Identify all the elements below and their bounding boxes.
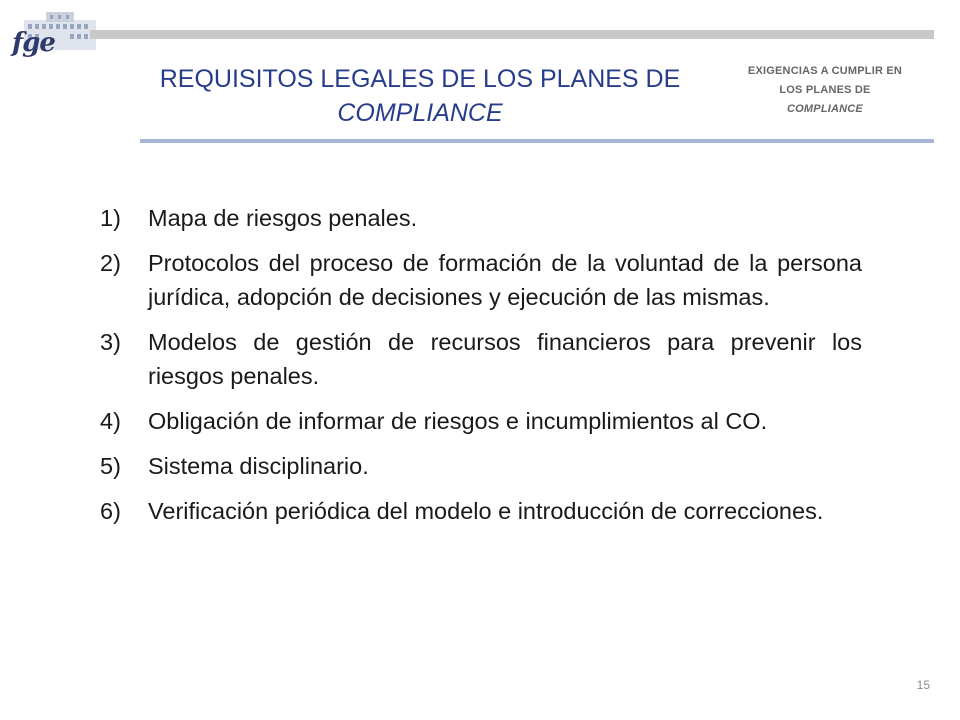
logo-text: fge — [12, 28, 55, 58]
item-text: Obligación de informar de riesgos e incumplimientos al CO. — [148, 408, 768, 434]
fge-logo — [8, 8, 92, 64]
page-number: 15 — [916, 678, 930, 692]
list-item — [100, 201, 862, 235]
header-bar — [90, 30, 934, 39]
list-item — [100, 325, 862, 393]
title-divider — [140, 139, 934, 143]
list-item — [100, 494, 862, 528]
item-text: Verificación periódica del modelo e introducción de correcciones. — [148, 498, 824, 524]
item-number: 5) — [100, 453, 121, 479]
item-text: Sistema disciplinario. — [148, 453, 369, 479]
item-text: Mapa de riesgos penales. — [148, 205, 418, 231]
section-label — [725, 62, 925, 119]
item-number: 6) — [100, 498, 121, 524]
list-item — [100, 449, 862, 483]
list-item — [100, 404, 862, 438]
requirements-list — [100, 201, 862, 539]
section-label-line-3: COMPLIANCE — [787, 103, 863, 115]
title-line-1: REQUISITOS LEGALES DE LOS PLANES DE — [159, 65, 681, 93]
list-item — [100, 246, 862, 314]
item-number: 2) — [100, 250, 121, 276]
section-label-line-2: LOS PLANES DE — [779, 84, 871, 96]
title-line-2: COMPLIANCE — [337, 99, 503, 127]
item-text: Protocolos del proceso de formación de la voluntad de la persona jurídica, adopción de decisiones y ejecución de las mismas. — [148, 250, 862, 310]
item-number: 3) — [100, 329, 121, 355]
page-title — [130, 62, 710, 130]
item-number: 4) — [100, 408, 121, 434]
item-number: 1) — [100, 205, 121, 231]
section-label-line-1: EXIGENCIAS A CUMPLIR EN — [747, 65, 903, 77]
item-text: Modelos de gestión de recursos financieros para prevenir los riesgos penales. — [148, 329, 862, 389]
